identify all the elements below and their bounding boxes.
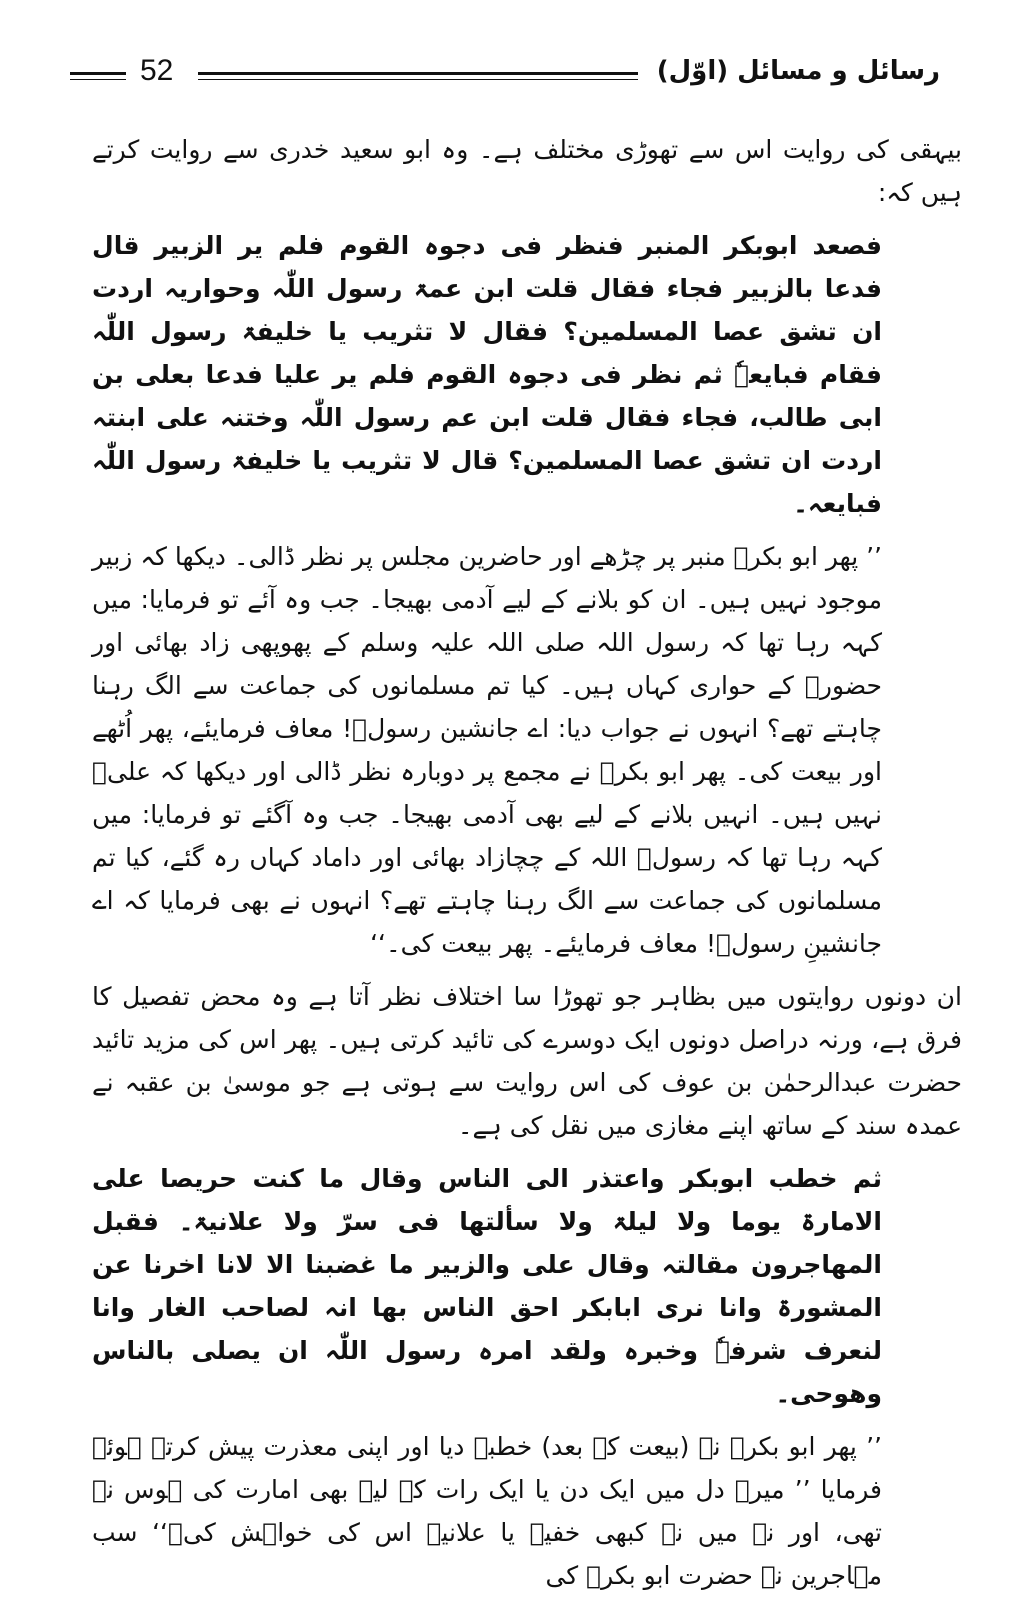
urdu-translation-bayhaqi: ’’ پھر ابو بکرؓ منبر پر چڑھے اور حاضرین مجلس پر نظر ڈالی۔ دیکھا کہ زبیر موجود نہیں ہیں۔ ان کو بلانے کے لیے آدمی بھیجا۔ جب وہ آئے تو فرمایا: میں کہہ رہا تھا کہ رسول اللہ صلی اللہ علیہ وسلم کے پھوپھی زاد بھائی اور حضورؐ کے حواری کہاں ہیں۔ کیا تم مسلمانوں کی جماعت سے الگ رہنا چاہتے تھے؟ انہوں نے جواب دیا: اے جانشین رسولؐ! معاف فرمایئے، پھر اُٹھے اور بیعت کی۔ پھر ابو بکرؓ نے مجمع پر دوبارہ نظر ڈالی اور دیکھا کہ علیؓ نہیں ہیں۔ انہیں بلانے کے لیے بھی آدمی بھیجا۔ جب وہ آگئے تو فرمایا: میں کہہ رہا تھا کہ رسولؐ اللہ کے چچازاد بھائی اور داماد کہاں رہ گئے، کیا تم مسلمانوں کی جماعت سے الگ رہنا چاہتے تھے؟ انہوں نے بھی فرمایا کہ اے جانشینِ رسولؐ! معاف فرمایئے۔ پھر بیعت کی۔‘‘ <box>92 542 882 958</box>
header-rule-left <box>70 72 126 75</box>
urdu-translation-khutba: ’’ پھر ابو بکرؓ نے (بیعت کے بعد) خطبہ دیا اور اپنی معذرت پیش کرتے ہوئے فرمایا ’’ میرے دل میں ایک دن یا ایک رات کے لیے بھی امارت کی ہوس نہ تھی، اور نہ میں نے کبھی خفیہ یا علانیہ اس کی خواہش کی۔‘‘ سب مہاجرین نے حضرت ابو بکرؓ کی <box>92 1432 882 1590</box>
running-title: رسائل و مسائل (اوّل) <box>656 56 940 86</box>
urdu-paragraph-analysis: ان دونوں روایتوں میں بظاہر جو تھوڑا سا اختلاف نظر آتا ہے وہ محض تفصیل کا فرق ہے، ورنہ دراصل دونوں ایک دوسرے کی تائید کرتی ہیں۔ پھر اس کی مزید تائید حضرت عبدالرحمٰن بن عوف کی اس روایت سے ہوتی ہے جو موسیٰ بن عقبہ نے عمدہ سند کے ساتھ اپنے مغازی میں نقل کی ہے۔ <box>92 982 962 1140</box>
arabic-quote-bayhaqi: فصعد ابوبکر المنبر فنظر فی دجوہ القوم فلم یر الزبیر قال فدعا بالزبیر فجاء فقال قلت ابن عمۃ رسول اللّٰہ وحواریہ اردت ان تشق عصا المسلمین؟ فقال لا تثریب یا خلیفۃ رسول اللّٰہ فقام فبایعہٗ ثم نظر فی دجوہ القوم فلم یر علیا فدعا بعلی بن ابی طالب، فجاء فقال قلت ابن عم رسول اللّٰہ وختنہ علی ابنتہ اردت ان تشق عصا المسلمین؟ قال لا تثریب یا خلیفۃ رسول اللّٰہ فبایعہ۔ <box>92 231 882 518</box>
header-rule-right <box>198 72 638 75</box>
page-header <box>70 52 940 96</box>
arabic-quote-musa-bin-uqba: ثم خطب ابوبکر واعتذر الی الناس وقال ما کنت حریصا علی الامارۃ یوما ولا لیلۃ ولا سألتھا فی سرّ ولا علانیۃ۔ فقبل المھاجرون مقالتہ وقال علی والزبیر ما غضبنا الا لانا اخرنا عن المشورۃ وانا نری ابابکر احق الناس بھا انہ لصاحب الغار وانا لنعرف شرفہٗ وخبرہ ولقد امرہ رسول اللّٰہ ان یصلی بالناس وھوحی۔ <box>92 1164 882 1408</box>
urdu-paragraph-intro: بیہقی کی روایت اس سے تھوڑی مختلف ہے۔ وہ ابو سعید خدری سے روایت کرتے ہیں کہ: <box>92 135 962 207</box>
page-number: 52 <box>140 54 174 87</box>
page-body <box>92 128 962 1607</box>
